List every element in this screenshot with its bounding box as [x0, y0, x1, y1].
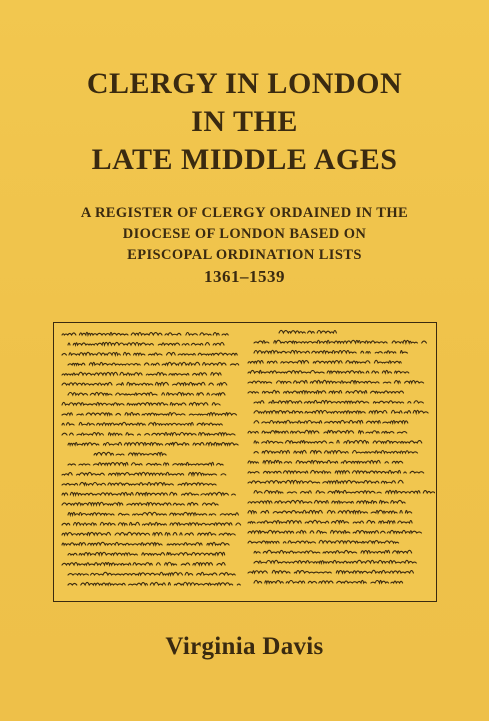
title-line-1: CLERGY IN LONDON	[86, 67, 403, 100]
handwriting-stroke	[68, 342, 224, 345]
handwriting-stroke	[248, 430, 407, 433]
handwriting-stroke	[254, 440, 422, 443]
subtitle-line-3: EPISCOPAL ORDINATION LISTS	[127, 247, 362, 263]
handwriting-stroke	[68, 512, 238, 515]
handwriting-stroke	[254, 420, 408, 423]
handwriting-stroke	[62, 502, 218, 505]
handwriting-stroke	[248, 530, 422, 533]
handwriting-stroke	[62, 332, 228, 335]
handwriting-stroke	[62, 372, 224, 375]
manuscript-image	[53, 322, 437, 602]
handwriting-stroke	[254, 550, 412, 553]
handwriting-stroke	[68, 362, 239, 365]
handwriting-stroke	[248, 500, 405, 503]
subtitle-line-1: A REGISTER OF CLERGY ORDAINED IN THE	[80, 205, 409, 221]
date-range: 1361–1539	[204, 267, 285, 286]
handwriting-stroke	[248, 570, 413, 573]
handwriting-stroke	[248, 480, 403, 483]
handwriting-stroke	[248, 360, 401, 363]
handwriting-stroke	[68, 462, 223, 465]
handwriting-stroke	[248, 470, 426, 473]
handwriting-stroke	[254, 400, 423, 403]
handwriting-stroke	[62, 482, 216, 485]
handwriting-stroke	[248, 510, 412, 513]
handwriting-stroke	[248, 460, 403, 463]
handwritten-manuscript-image	[54, 323, 435, 600]
author-name: Virginia Davis	[165, 633, 324, 660]
handwriting-stroke	[62, 522, 241, 525]
title-line-3: LATE MIDDLE AGES	[91, 143, 398, 176]
handwriting-stroke	[254, 580, 403, 583]
handwriting-stroke	[68, 572, 237, 575]
handwriting-stroke	[62, 562, 225, 565]
handwriting-stroke	[248, 520, 412, 523]
handwriting-stroke	[254, 450, 418, 453]
handwriting-stroke	[254, 410, 428, 413]
handwriting-stroke	[254, 340, 426, 343]
handwriting-stroke	[62, 402, 220, 405]
handwriting-stroke	[248, 380, 424, 383]
handwriting-stroke	[248, 390, 404, 393]
subtitle-line-2: DIOCESE OF LONDON BASED ON	[122, 226, 367, 242]
handwriting-stroke	[248, 370, 409, 373]
handwriting-stroke	[279, 330, 341, 333]
handwriting-stroke	[62, 472, 226, 475]
handwriting-stroke	[62, 432, 235, 435]
handwriting-stroke	[62, 352, 237, 355]
handwriting-stroke	[62, 532, 235, 535]
handwriting-stroke	[62, 412, 237, 415]
handwriting-stroke	[254, 350, 407, 353]
handwriting-stroke	[62, 422, 222, 425]
title-line-2: IN THE	[191, 105, 298, 138]
handwriting-stroke	[68, 442, 238, 445]
handwriting-stroke	[94, 452, 166, 455]
handwriting-stroke	[248, 540, 399, 543]
handwriting-stroke	[62, 542, 229, 545]
handwriting-stroke	[254, 560, 416, 563]
handwriting-stroke	[62, 492, 235, 495]
handwriting-stroke	[68, 392, 225, 395]
handwriting-stroke	[254, 490, 435, 493]
handwriting-stroke	[68, 552, 225, 555]
handwriting-stroke	[62, 382, 227, 385]
handwriting-stroke	[68, 582, 240, 585]
